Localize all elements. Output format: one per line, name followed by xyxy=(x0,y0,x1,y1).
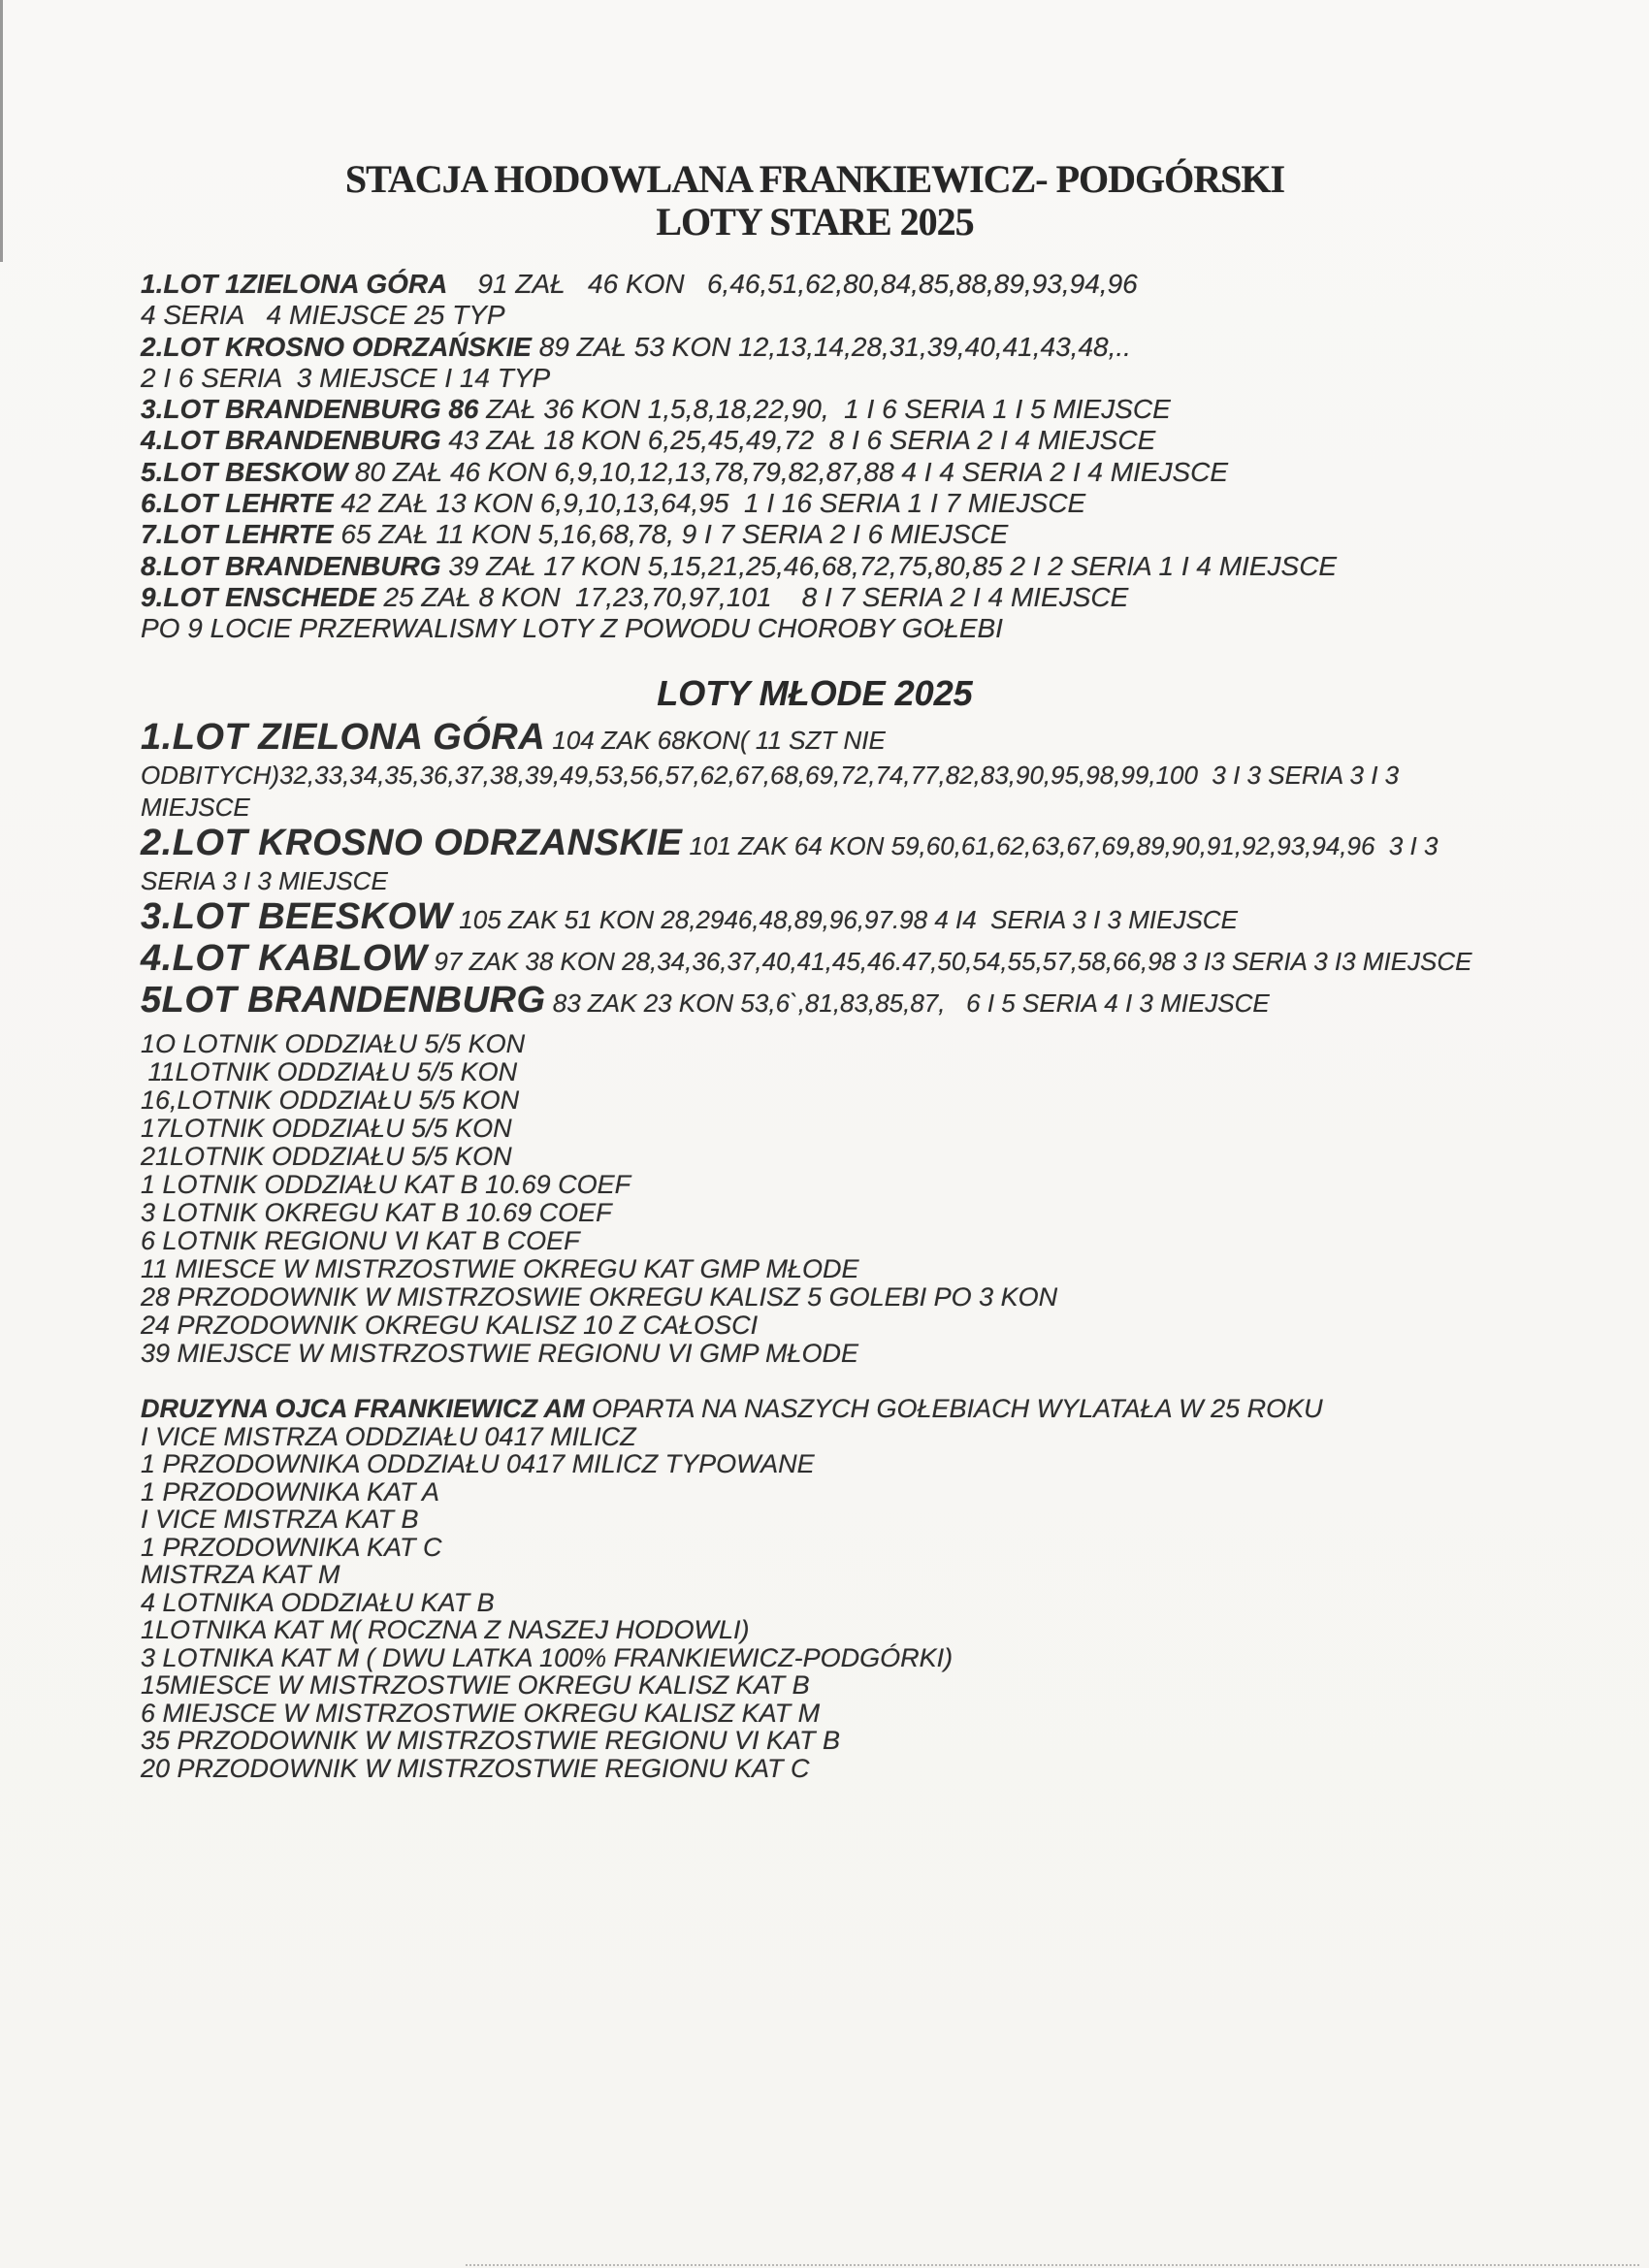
flight-label: 7.LOT LEHRTE xyxy=(141,519,334,550)
team-section xyxy=(141,1395,1547,1782)
mlode-line xyxy=(141,981,1639,1022)
flight-details: ZAŁ 36 KON 1,5,8,18,22,90, 1 I 6 SERIA 1 I 5 MIEJSCE xyxy=(478,394,1171,425)
stare-line xyxy=(141,332,1615,363)
flight-label: 9.LOT ENSCHEDE xyxy=(141,581,376,612)
mlode-line xyxy=(141,824,1639,865)
team-line: 6 MIEJSCE W MISTRZOSTWIE OKREGU KALISZ KAT M xyxy=(141,1698,821,1728)
flight-details: 43 ZAŁ 18 KON 6,25,45,49,72 8 I 6 SERIA 2 I 4 MIEJSCE xyxy=(440,425,1156,456)
stare-note-line xyxy=(141,613,1615,644)
flight-details: 89 ZAŁ 53 KON 12,13,14,28,31,39,40,41,43,48,.. xyxy=(531,331,1131,362)
mlode-line xyxy=(141,718,1639,760)
achievement-line: 17LOTNIK ODDZIAŁU 5/5 KON xyxy=(141,1114,512,1143)
flight-label: 5.LOT BESKOW xyxy=(141,456,348,487)
stare-line xyxy=(141,269,1615,300)
flight-label: 5LOT BRANDENBURG xyxy=(141,980,546,1021)
note-text: PO 9 LOCIE PRZERWALISMY LOTY Z POWODU CHOROBY GOŁEBI xyxy=(141,613,1003,644)
flight-label: 8.LOT BRANDENBURG xyxy=(141,550,441,581)
flight-details: 83 ZAK 23 KON 53,6`,81,83,85,87, 6 I 5 SERIA 4 I 3 MIEJSCE xyxy=(545,988,1270,1018)
mlode-line xyxy=(141,897,1639,939)
flight-details: 80 ZAŁ 46 KON 6,9,10,12,13,78,79,82,87,88 4 I 4 SERIA 2 I 4 MIEJSCE xyxy=(347,456,1229,487)
team-lead-line xyxy=(141,1395,1547,1423)
flight-details: 2 I 6 SERIA 3 MIEJSCE I 14 TYP xyxy=(141,362,551,393)
flight-details: 101 ZAK 64 KON 59,60,61,62,63,67,69,89,90,91,92,93,94,96 3 I 3 xyxy=(682,831,1439,860)
document-header xyxy=(0,158,1630,243)
team-line: I VICE MISTRZA KAT B xyxy=(141,1505,419,1534)
flight-details: SERIA 3 I 3 MIEJSCE xyxy=(141,866,388,895)
team-line: MISTRZA KAT M xyxy=(141,1560,340,1589)
flight-details: 25 ZAŁ 8 KON 17,23,70,97,101 8 I 7 SERIA 2 I 4 MIEJSCE xyxy=(375,581,1129,612)
mlode-continuation-line xyxy=(141,792,1639,824)
loty-stare-section xyxy=(141,269,1615,645)
team-lead-details: OPARTA NA NASZYCH GOŁEBIACH WYLATAŁA W 25 ROKU xyxy=(584,1394,1323,1423)
stare-line xyxy=(141,551,1615,582)
stare-line xyxy=(141,363,1615,394)
mlode-continuation-line xyxy=(141,760,1639,792)
flight-details: 65 ZAŁ 11 KON 5,16,68,78, 9 I 7 SERIA 2 I 6 MIEJSCE xyxy=(333,519,1009,550)
team-name: DRUZYNA OJCA FRANKIEWICZ AM xyxy=(141,1394,585,1423)
flight-details: 91 ZAŁ 46 KON 6,46,51,62,80,84,85,88,89,93,94,96 xyxy=(447,269,1138,299)
stare-line xyxy=(141,394,1615,425)
team-line: 1 PRZODOWNIKA KAT C xyxy=(141,1532,442,1562)
flight-details: 39 ZAŁ 17 KON 5,15,21,25,46,68,72,75,80,85 2 I 2 SERIA 1 I 4 MIEJSCE xyxy=(440,550,1338,581)
flight-details: 42 ZAŁ 13 KON 6,9,10,13,64,95 1 I 16 SERIA 1 I 7 MIEJSCE xyxy=(333,488,1086,519)
achievement-line: 28 PRZODOWNIK W MISTRZOSWIE OKREGU KALISZ 5 GOLEBI PO 3 KON xyxy=(141,1282,1058,1312)
flight-label: 2.LOT KROSNO ODRZANSKIE xyxy=(141,823,683,863)
flight-label: 1.LOT 1ZIELONA GÓRA xyxy=(141,269,448,299)
flight-details: 105 ZAK 51 KON 28,2946,48,89,96,97.98 4 I4 SERIA 3 I 3 MIEJSCE xyxy=(452,905,1238,934)
team-line: 15MIESCE W MISTRZOSTWIE OKREGU KALISZ KAT B xyxy=(141,1670,810,1700)
stare-line xyxy=(141,300,1615,331)
team-line: 1LOTNIKA KAT M( ROCZNA Z NASZEJ HODOWLI) xyxy=(141,1615,750,1644)
scan-bottom-artifact xyxy=(466,2264,1639,2266)
achievement-line: 11 MIESCE W MISTRZOSTWIE OKREGU KAT GMP MŁODE xyxy=(141,1254,859,1283)
flight-label: 4.LOT KABLOW xyxy=(141,938,428,979)
mlode-line xyxy=(141,939,1639,981)
achievement-line: 6 LOTNIK REGIONU VI KAT B COEF xyxy=(141,1226,580,1255)
stare-line xyxy=(141,488,1615,519)
stare-line xyxy=(141,425,1615,456)
team-line: 35 PRZODOWNIK W MISTRZOSTWIE REGIONU VI KAT B xyxy=(141,1726,841,1755)
flight-details: 4 SERIA 4 MIEJSCE 25 TYP xyxy=(141,300,505,331)
achievement-line: 1O LOTNIK ODDZIAŁU 5/5 KON xyxy=(141,1029,526,1058)
achievement-line: 24 PRZODOWNIK OKREGU KALISZ 10 Z CAŁOSCI xyxy=(141,1311,759,1340)
achievement-line: 21LOTNIK ODDZIAŁU 5/5 KON xyxy=(141,1142,512,1171)
page-title: STACJA HODOWLANA FRANKIEWICZ- PODGÓRSKI xyxy=(344,157,1285,201)
flight-details: 97 ZAK 38 KON 28,34,36,37,40,41,45,46.47,50,54,55,57,58,66,98 3 I3 SERIA 3 I3 MIEJSCE xyxy=(427,947,1472,976)
achievement-line: 39 MIEJSCE W MISTRZOSTWIE REGIONU VI GMP MŁODE xyxy=(141,1339,859,1368)
team-line: I VICE MISTRZA ODDZIAŁU 0417 MILICZ xyxy=(141,1421,636,1451)
flight-label: 1.LOT ZIELONA GÓRA xyxy=(141,717,546,758)
team-line: 20 PRZODOWNIK W MISTRZOSTWIE REGIONU KAT C xyxy=(141,1753,810,1783)
team-line: 4 LOTNIKA ODDZIAŁU KAT B xyxy=(141,1587,495,1617)
team-line: 1 PRZODOWNIKA ODDZIAŁU 0417 MILICZ TYPOWANE xyxy=(141,1449,815,1478)
achievement-line: 3 LOTNIK OKREGU KAT B 10.69 COEF xyxy=(141,1198,612,1227)
mlode-continuation-line xyxy=(141,865,1639,897)
loty-mlode-heading: LOTY MŁODE 2025 xyxy=(657,673,973,713)
achievement-line: 16,LOTNIK ODDZIAŁU 5/5 KON xyxy=(141,1085,520,1115)
flight-label: 3.LOT BRANDENBURG 86 xyxy=(141,394,479,425)
achievements-section xyxy=(141,1030,1499,1368)
stare-line xyxy=(141,519,1615,550)
flight-details: MIEJSCE xyxy=(141,793,250,822)
loty-mlode-section xyxy=(141,718,1639,1022)
stare-line xyxy=(141,582,1615,613)
flight-label: 6.LOT LEHRTE xyxy=(141,488,334,519)
page-subtitle: LOTY STARE 2025 xyxy=(656,200,974,243)
achievement-line: 11LOTNIK ODDZIAŁU 5/5 KON xyxy=(141,1057,518,1086)
team-line: 1 PRZODOWNIKA KAT A xyxy=(141,1476,440,1507)
flight-label: 3.LOT BEESKOW xyxy=(141,896,453,937)
team-line: 3 LOTNIKA KAT M ( DWU LATKA 100% FRANKIEWICZ-PODGÓRKI) xyxy=(141,1642,954,1672)
stare-line xyxy=(141,457,1615,488)
flight-details: ODBITYCH)32,33,34,35,36,37,38,39,49,53,56,57,62,67,68,69,72,74,77,82,83,90,95,98,99,100 3 I 3 SERIA 3 I 3 xyxy=(141,761,1400,790)
flight-label: 2.LOT KROSNO ODRZAŃSKIE xyxy=(141,331,532,362)
flight-label: 4.LOT BRANDENBURG xyxy=(141,425,441,456)
flight-details: 104 ZAK 68KON( 11 SZT NIE xyxy=(545,726,886,755)
achievement-line: 1 LOTNIK ODDZIAŁU KAT B 10.69 COEF xyxy=(141,1170,631,1199)
